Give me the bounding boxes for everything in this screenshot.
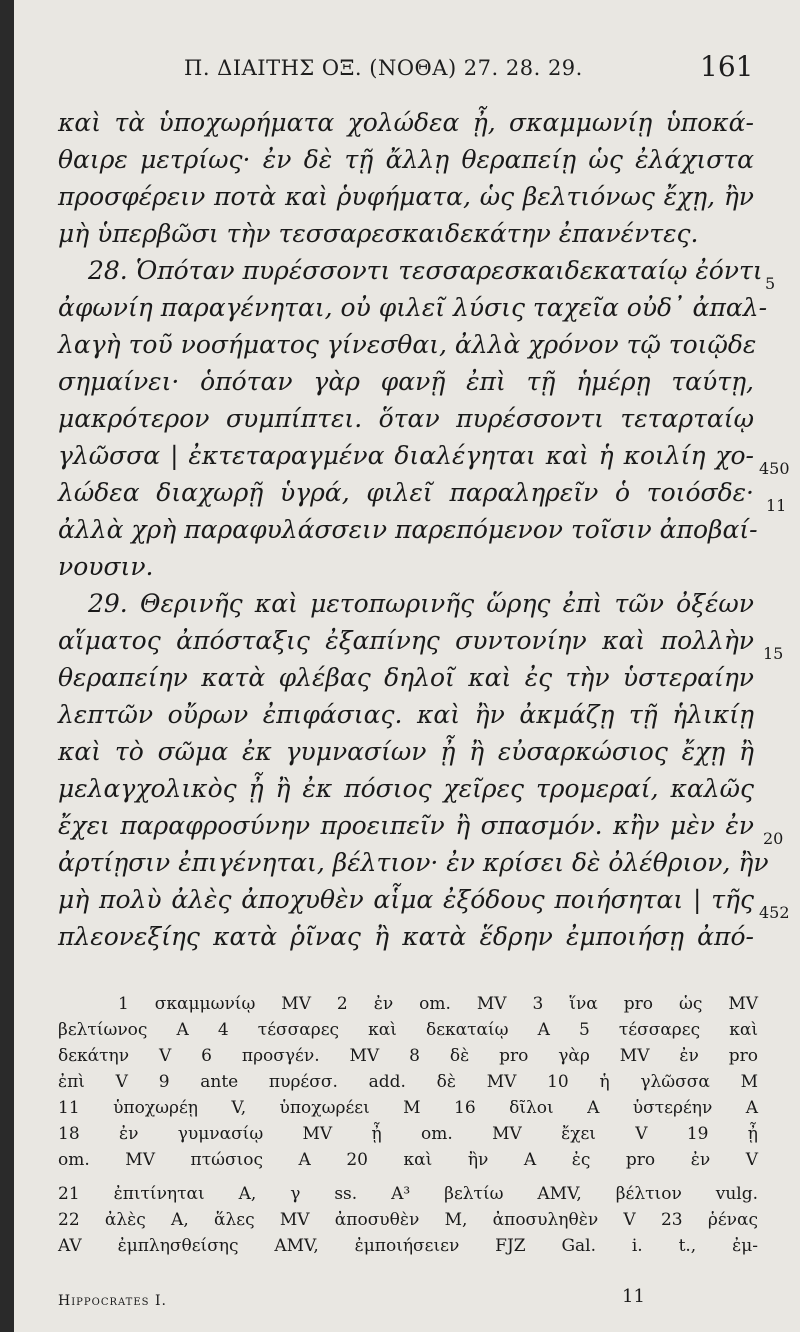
text-line: θεραπείην κατὰ φλέβας δηλοῖ καὶ ἐς τὴν ὑστεραίην — [58, 663, 754, 692]
text-line: μελαγχολικὸς ᾖ ἢ ἐκ πόσιος χεῖρες τρομεραί, καλῶς — [58, 774, 754, 803]
text-line: προσφέρειν ποτὰ καὶ ῥυφήματα, ὡς βελτιόνως ἔχῃ, ἢν — [58, 182, 754, 211]
margin-page-reference: 450 — [759, 459, 790, 478]
text-line: αἵματος ἀπόσταξις ἐξαπίνης συντονίην καὶ πολλὴν — [58, 626, 754, 655]
text-line: λαγὴ τοῦ νοσήματος γίνεσθαι, ἀλλὰ χρόνον τῷ τοιῷδε — [58, 330, 757, 359]
margin-line-number: 20 — [763, 829, 784, 848]
text-line: μὴ πολὺ ἀλὲς ἀποχυθὲν αἷμα ἐξόδους ποιήσηται | τῆς — [58, 885, 754, 914]
apparatus-line: 1 σκαμμωνίῳ MV 2 ἐν om. MV 3 ἵνα pro ὡς MV — [118, 994, 758, 1014]
text-line: ἀφωνίη παραγένηται, οὐ φιλεῖ λύσις ταχεῖα οὐδ᾽ ἀπαλ- — [58, 293, 768, 322]
text-line: 28. Ὁπόταν πυρέσσοντι τεσσαρεσκαιδεκαταίῳ ἐόντι — [88, 256, 763, 285]
margin-line-number: 15 — [763, 644, 784, 663]
footer-title: Hippocrates I. — [58, 1293, 167, 1309]
apparatus-line: 21 ἐπιτίνηται A, γ ss. A³ βελτίω AMV, βέλτιον vulg. — [58, 1184, 758, 1204]
text-line: γλῶσσα | ἐκτεταραγμένα διαλέγηται καὶ ἡ κοιλίη χο- — [58, 441, 754, 470]
text-line: ἀλλὰ χρὴ παραφυλάσσειν παρεπόμενον τοῖσιν ἀποβαί- — [58, 515, 758, 544]
apparatus-line: ἐπὶ V 9 ante πυρέσσ. add. δὲ MV 10 ἡ γλῶσσα M — [58, 1072, 758, 1092]
text-line: καὶ τὸ σῶμα ἐκ γυμνασίων ᾖ ἢ εὐσαρκώσιος ἔχῃ ἢ — [58, 737, 754, 766]
book-page — [14, 0, 800, 1332]
apparatus-line: 18 ἐν γυμνασίῳ MV ᾖ om. MV ἔχει V 19 ᾖ — [58, 1124, 758, 1144]
page-number: 161 — [700, 50, 754, 83]
apparatus-line: δεκάτην V 6 προσγέν. MV 8 δὲ pro γὰρ MV ἐν pro — [58, 1046, 758, 1066]
text-line: μὴ ὑπερβῶσι τὴν τεσσαρεσκαιδεκάτην ἐπανέντες. — [58, 219, 699, 248]
text-line: λεπτῶν οὔρων ἐπιφάσιας. καὶ ἢν ἀκμάζῃ τῇ ἡλικίῃ — [58, 700, 754, 729]
apparatus-line: 22 ἀλὲς A, ἅλες MV ἀποσυθὲν M, ἀποσυληθὲν V 23 ῥένας — [58, 1210, 758, 1230]
apparatus-line: AV ἐμπλησθείσης AMV, ἐμποιήσειεν FJZ Gal. i. t., ἐμ- — [58, 1236, 758, 1256]
running-head: Π. ΔΙΑΙΤΗΣ ΟΞ. (ΝΟΘΑ) 27. 28. 29. — [184, 56, 583, 80]
apparatus-line: βελτίωνος A 4 τέσσαρες καὶ δεκαταίῳ A 5 τέσσαρες καὶ — [58, 1020, 758, 1040]
margin-line-number: 11 — [766, 496, 787, 515]
margin-line-number: 5 — [765, 274, 776, 293]
margin-page-reference: 452 — [759, 903, 790, 922]
text-line: καὶ τὰ ὑποχωρήματα χολώδεα ᾖ, σκαμμωνίῃ ὑποκά- — [58, 108, 754, 137]
apparatus-line: 11 ὑποχωρέῃ V, ὑποχωρέει M 16 δῖλοι A ὑστερέην A — [58, 1098, 758, 1118]
apparatus-line: om. MV πτώσιος A 20 καὶ ἢν A ἐς pro ἐν V — [58, 1150, 758, 1170]
text-line: ἀρτίῃσιν ἐπιγένηται, βέλτιον· ἐν κρίσει δὲ ὀλέθριον, ἢν — [58, 848, 769, 877]
text-line: λώδεα διαχωρῇ ὑγρά, φιλεῖ παραληρεῖν ὁ τοιόσδε· — [58, 478, 754, 507]
signature-mark: 11 — [622, 1286, 645, 1307]
text-line: μακρότερον συμπίπτει. ὅταν πυρέσσοντι τεταρταίῳ — [58, 404, 754, 433]
text-line: σημαίνει· ὁπόταν γὰρ φανῇ ἐπὶ τῇ ἡμέρῃ ταύτῃ, — [58, 367, 754, 396]
text-line: πλεονεξίης κατὰ ῥῖνας ἢ κατὰ ἕδρην ἐμποιήσῃ ἀπό- — [58, 922, 754, 951]
text-line: 29. Θερινῆς καὶ μετοπωρινῆς ὥρης ἐπὶ τῶν ὀξέων — [88, 589, 754, 618]
text-line: ἔχει παραφροσύνην προειπεῖν ἢ σπασμόν. κἢν μὲν ἐν — [58, 811, 754, 840]
text-line: νουσιν. — [58, 552, 154, 581]
text-line: θαιρε μετρίως· ἐν δὲ τῇ ἄλλῃ θεραπείῃ ὡς ἐλάχιστα — [58, 145, 754, 174]
page-header — [14, 50, 800, 90]
